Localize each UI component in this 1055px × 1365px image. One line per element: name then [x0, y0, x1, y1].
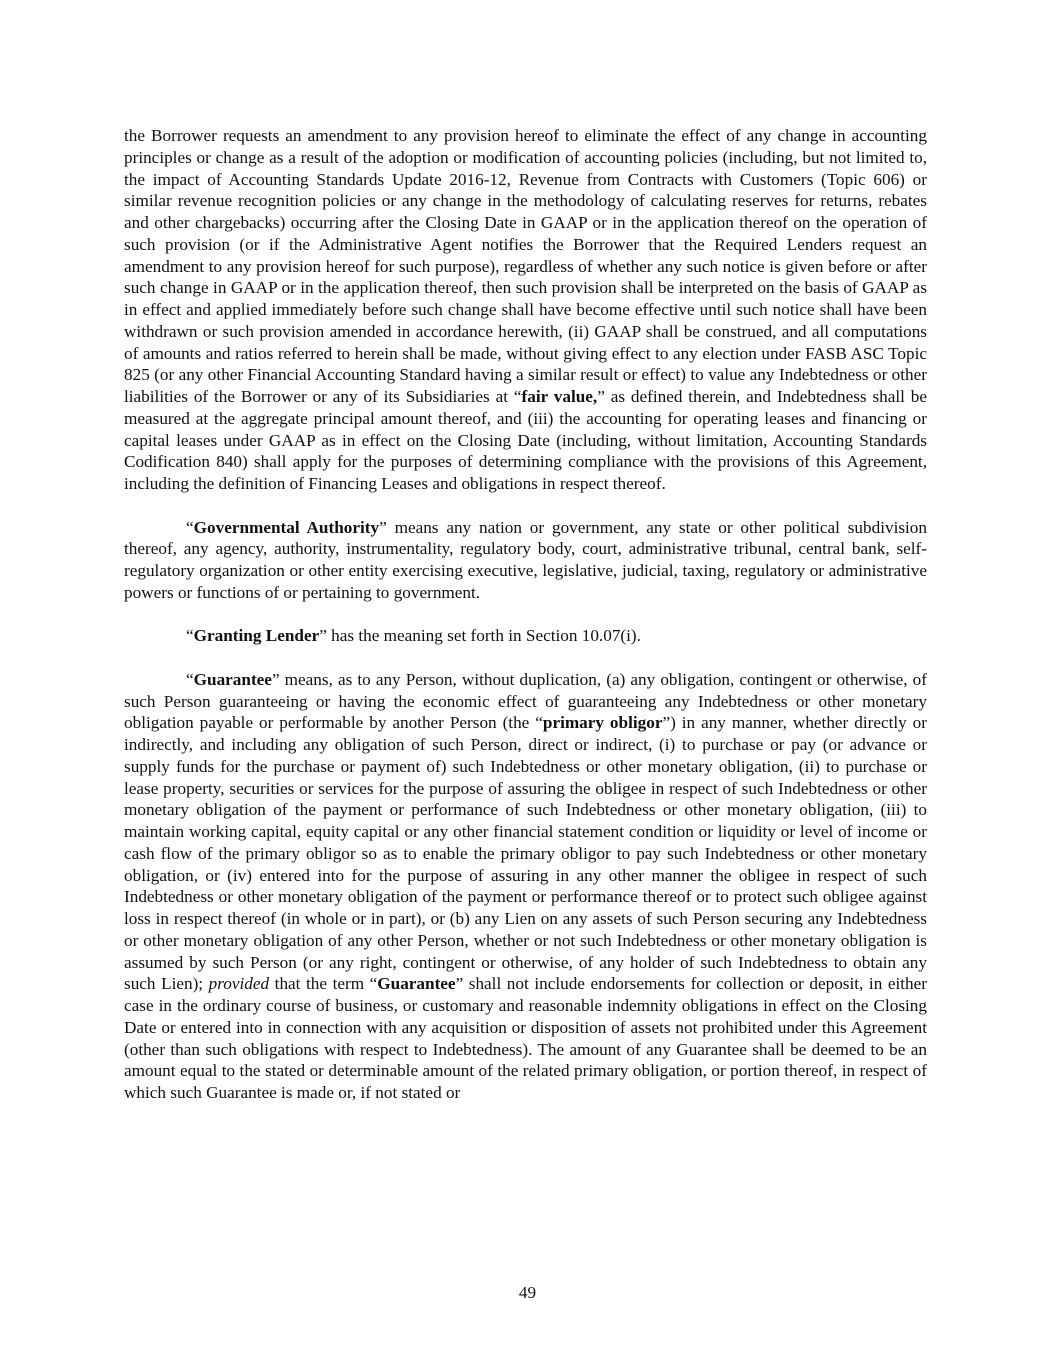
- definition-guarantee: [124, 669, 927, 1104]
- definition-text: ” means, as to any Person, without duplication, (a) any obligation, contingent or otherwise, of such Person guaranteeing or having the economic effect of guaranteeing any Indebtedness or other monetary obligation payable or performable by another Person (the “: [124, 669, 927, 733]
- defined-term: Governmental Authority: [193, 517, 380, 537]
- definition-granting-lender: [124, 625, 927, 647]
- open-quote: “: [186, 517, 194, 537]
- definition-text: ” means any nation or government, any state or other political subdivision thereof, any agency, authority, instrumentality, regulatory body, court, administrative tribunal, central bank, self-regulatory organization or other entity exercising executive, legislative, judicial, taxing, regulatory or administrative powers or functions of or pertaining to government.: [124, 517, 927, 602]
- page-number: 49: [518, 1283, 537, 1302]
- defined-term-primary-obligor: primary obligor: [542, 713, 663, 733]
- paragraph-gaap-continuation: [124, 125, 927, 495]
- defined-term: Guarantee: [193, 669, 272, 689]
- defined-term-guarantee: Guarantee: [377, 974, 456, 994]
- defined-term: Granting Lender: [193, 626, 320, 646]
- paragraph-text: ” as defined therein, and Indebtedness shall be measured at the aggregate principal amount thereof, and (iii) the accounting for operating leases and financing or capital leases under GAAP as in effect on the Closing Date (including, without limitation, Accounting Standards Codification 840) shall apply for the purposes of determining compliance with the provisions of this Agreement, including the definition of Financing Leases and obligations in respect thereof.: [124, 387, 927, 493]
- definition-text: ” shall not include endorsements for collection or deposit, in either case in the ordinary course of business, or customary and reasonable indemnity obligations in effect on the Closing Date or entered into in connection with any acquisition or disposition of assets not prohibited under this Agreement (other than such obligations with respect to Indebtedness). The amount of any Guarantee shall be deemed to be an amount equal to the stated or determinable amount of the related primary obligation, or portion thereof, in respect of which such Guarantee is made or, if not stated or: [124, 974, 927, 1102]
- definition-text: that the term “: [269, 974, 378, 994]
- definition-governmental-authority: [124, 517, 927, 604]
- open-quote: “: [186, 669, 194, 689]
- defined-term-fair-value: fair value,: [521, 387, 598, 406]
- italic-provided: provided: [208, 974, 270, 994]
- open-quote: “: [186, 626, 194, 646]
- definition-text: ”) in any manner, whether directly or indirectly, and including any obligation of such Person, direct or indirect, (i) to purchase or pay (or advance or supply funds for the purchase or payment of) such Indebtedness or other monetary obligation, (ii) to purchase or lease property, securities or services for the purpose of assuring the obligee in respect of such Indebtedness or other monetary obligation of the payment or performance of such Indebtedness or other monetary obligation, (iii) to maintain working capital, equity capital or any other financial statement condition or liquidity or level of income or cash flow of the primary obligor so as to enable the primary obligor to pay such Indebtedness or other monetary obligation, or (iv) entered into for the purpose of assuring in any other manner the obligee in respect of such Indebtedness or other monetary obligation of the payment or performance thereof or to protect such obligee against loss in respect thereof (in whole or in part), or (b) any Lien on any assets of such Person securing any Indebtedness or other monetary obligation of any other Person, whether or not such Indebtedness or other monetary obligation is assumed by such Person (or any right, contingent or otherwise, of any holder of such Indebtedness to obtain any such Lien);: [124, 713, 927, 994]
- document-body: [124, 125, 927, 1126]
- definition-text: ” has the meaning set forth in Section 10.07(i).: [319, 626, 641, 646]
- paragraph-text: the Borrower requests an amendment to any provision hereof to eliminate the effect of any change in accounting principles or change as a result of the adoption or modification of accounting policies (including, but not limited to, the impact of Accounting Standards Update 2016-12, Revenue from Contracts with Customers (Topic 606) or similar revenue recognition policies or any change in the methodology of calculating reserves for returns, rebates and other chargebacks) occurring after the Closing Date in GAAP or in the application thereof on the operation of such provision (or if the Administrative Agent notifies the Borrower that the Required Lenders request an amendment to any provision hereof for such purpose), regardless of whether any such notice is given before or after such change in GAAP or in the application thereof, then such provision shall be interpreted on the basis of GAAP as in effect and applied immediately before such change shall have become effective until such notice shall have been withdrawn or such provision amended in accordance herewith, (ii) GAAP shall be construed, and all computations of amounts and ratios referred to herein shall be made, without giving effect to any election under FASB ASC Topic 825 (or any other Financial Accounting Standard having a similar result or effect) to value any Indebtedness or other liabilities of the Borrower or any of its Subsidiaries at “: [124, 126, 927, 406]
